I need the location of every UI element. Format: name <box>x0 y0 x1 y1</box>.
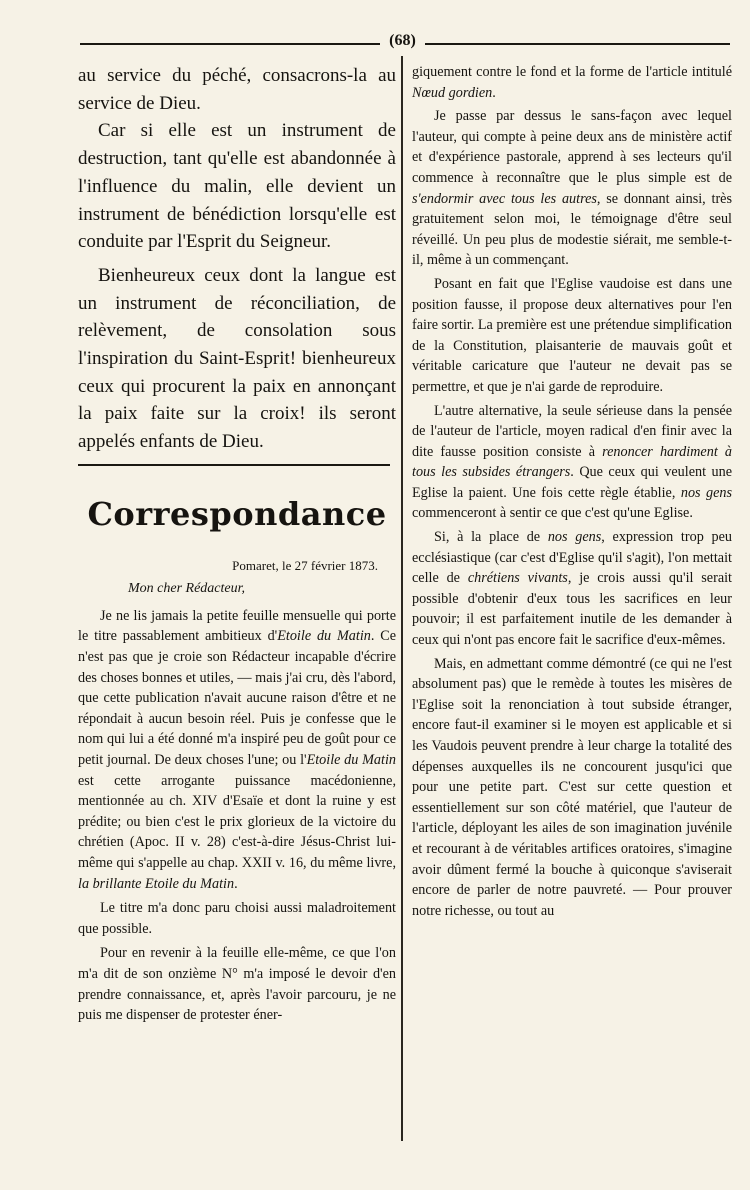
left-column <box>78 62 396 1026</box>
text-run: Je passe par dessus le sans-façon avec lequel l'auteur, qui compte à peine deux ans de ministère actif et d'expérience pastorale, apprend à ses lecteurs qu'il commence à reconnaître que le plus simple est de <box>412 108 732 186</box>
text-run: est cette arrogante puissance macédonienne, mentionnée au ch. XIV d'Esaïe et dont la ruine y est prédite; ou bien c'est le prix glorieux de la victoire du chrétien (Apoc. II v. 28) c'est-à-dire Jésus-Christ lui-même qui s'appelle au chap. XXII v. 16, du même livre, <box>78 772 396 871</box>
letter-paragraph <box>412 401 732 525</box>
letter-body-left <box>78 606 396 1026</box>
text-run: Je ne lis jamais la petite feuille mensuelle qui porte le titre passablement ambitieux d' <box>78 607 396 645</box>
essay-conclusion <box>78 62 396 456</box>
italic-run: nos gens <box>680 484 732 501</box>
italic-run: Etoile du Matin <box>277 628 371 645</box>
letter-paragraph: Pour en revenir à la feuille elle-même, ce que l'on m'a dit de son onzième N° m'a imposé le devoir d'en prendre connaissance, et, après l'avoir parcouru, je ne puis me dispenser de protester éner- <box>78 945 396 1024</box>
letter-salutation: Mon cher Rédacteur, <box>128 580 246 596</box>
text-run: , se donnant ainsi, très gratuitement selon moi, le témoignage d'être seul réveillé. Un peu plus de modestie siérait, me semble-t-il, même à un commençant. <box>412 190 733 269</box>
section-title: Correspondance <box>87 494 387 533</box>
page-number: (68) <box>389 32 416 49</box>
italic-run: Etoile du Matin <box>306 752 396 768</box>
letter-paragraph <box>412 62 732 103</box>
page-header <box>80 32 730 52</box>
text-run: Si, à la place de <box>434 529 548 546</box>
text-run: , je crois aussi qu'il serait possible d'obtenir d'eux tous les sacrifices en leur pouvoir; il est parfaitement inutile de les demander à ceux qui n'ont pas encore fait le sacrifice d'eux-mêmes. <box>412 570 732 649</box>
essay-paragraph: Bienheureux ceux dont la langue est un instrument de réconciliation, de relèvement, de consolation sous l'inspiration du Saint-Esprit! bienheureux ceux qui procurent la paix en annonçant la paix faite sur la croix! ils seront appelés enfants de Dieu. <box>78 264 396 453</box>
letter-paragraph: Posant en fait que l'Eglise vaudoise est dans une position fausse, il propose deux alternatives pour l'en faire sortir. La première est une prétendue simplification de la Constitution, plaisanterie de mauvais goût et véritable caricature que l'auteur ne devait pas se permettre, et que je n'ai garde de reproduire. <box>412 275 732 395</box>
letter-paragraph <box>78 606 396 894</box>
italic-run: nos gens <box>547 529 602 546</box>
essay-paragraph: au service du péché, consacrons-la au service de Dieu. <box>78 65 396 114</box>
letter-paragraph: Le titre m'a donc paru choisi aussi maladroitement que possible. <box>78 900 396 937</box>
text-run: , expression trop peu ecclésiastique (car c'est d'Eglise qu'il s'agit), l'on mettait celle de <box>412 529 732 587</box>
text-run: giquement contre le fond et la forme de l'article intitulé <box>412 64 732 80</box>
header-rule-left <box>80 43 380 45</box>
letter-paragraph <box>412 527 732 651</box>
header-rule-right <box>425 43 730 45</box>
text-run: . Que ceux qui veulent une Eglise la paient. Une fois cette règle établie, <box>412 464 732 501</box>
italic-run: la brillante Etoile du Matin <box>78 875 235 892</box>
text-run: . <box>492 84 496 101</box>
italic-run: s'endormir avec tous les autres <box>412 190 597 207</box>
letter-paragraph: Mais, en admettant comme démontré (ce qui ne l'est absolument pas) que le remède à toutes les misères de l'Eglise soit la renonciation à tout subside étranger, encore faut-il examiner si le moyen est applicable et si les Vaudois peuvent prendre à leur charge la totalité des dépenses auxquelles ils ne concourent jusqu'ici que pour une petite part. C'est sur cette question et essentiellement sur son côté matériel, que l'auteur de l'article, déployant les ailes de son imagination juvénile et recourant à de véritables artifices oratoires, s'imagine avoir dûment fermé la bouche à quiconque s'aviserait encore de parler de notre pauvreté. — Pour prouver notre richesse, ou tout au <box>412 655 732 919</box>
column-divider <box>401 56 403 1141</box>
italic-run: Nœud gordien <box>412 84 493 101</box>
text-run: L'autre alternative, la seule sérieuse dans la pensée de l'auteur de l'article, moyen radical d'en finir avec la dite fausse position consiste à <box>412 402 732 460</box>
essay-paragraph: Car si elle est un instrument de destruction, tant qu'elle est abandonnée à l'influence du malin, elle devient un instrument de bénédiction lorsqu'elle est conduite par l'Esprit du Seigneur. <box>78 120 396 253</box>
letter-dateline: Pomaret, le 27 février 1873. <box>232 557 378 573</box>
letter-paragraph <box>412 106 732 271</box>
section-divider <box>78 464 390 466</box>
italic-run: renoncer hardiment à tous les subsides étrangers <box>412 443 732 481</box>
text-run: . <box>234 875 238 892</box>
text-run: commenceront à sentir ce que c'est qu'une Eglise. <box>412 505 693 522</box>
right-column <box>412 62 732 921</box>
text-run: . Ce n'est pas que je croie son Rédacteur incapable d'écrire des choses bonnes et utiles, — mais j'ai cru, dès l'abord, que cette publication n'avait aucune raison d'être et ne répondait à aucun besoin réel. Puis je confesse que le nom qui lui a été donné m'a inspiré peu de goût pour ce petit journal. De deux choses l'une; ou l' <box>78 628 396 768</box>
italic-run: chrétiens vivants <box>467 570 568 587</box>
